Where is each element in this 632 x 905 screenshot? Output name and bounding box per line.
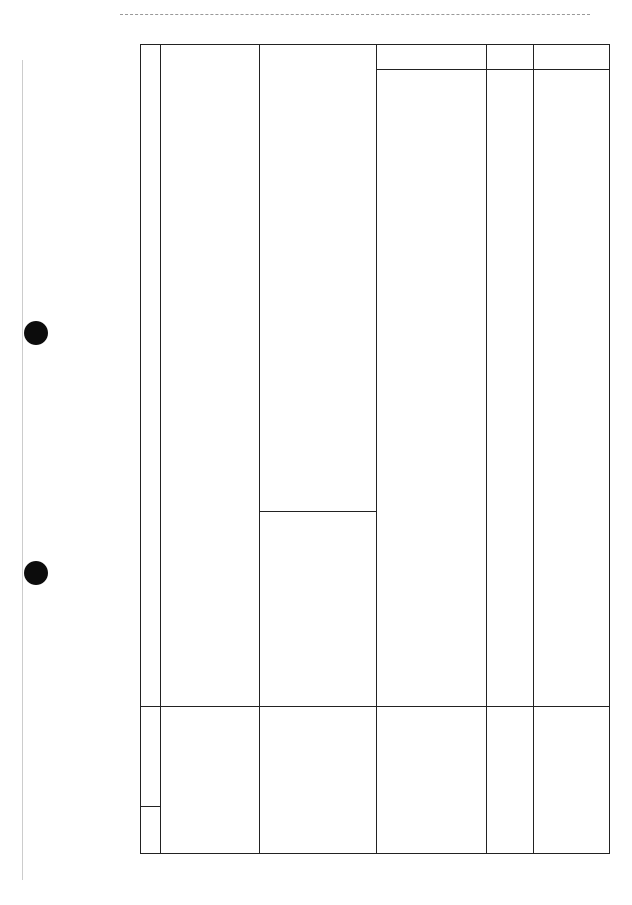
task-text <box>160 706 259 855</box>
result-text <box>259 511 376 855</box>
punch-hole-bottom <box>24 561 48 585</box>
ind-a-text <box>374 58 477 344</box>
punch-hole-top <box>24 321 48 345</box>
row-number <box>141 806 160 855</box>
scan-edge-top <box>120 14 590 15</box>
scan-edge-left <box>22 60 23 880</box>
result-cell <box>259 511 376 855</box>
ind-a-cell <box>374 58 477 344</box>
row-number-cell <box>141 806 160 855</box>
task-cell <box>160 706 259 855</box>
indicator-a-cell <box>141 45 376 331</box>
indicator-a-text <box>141 45 376 331</box>
